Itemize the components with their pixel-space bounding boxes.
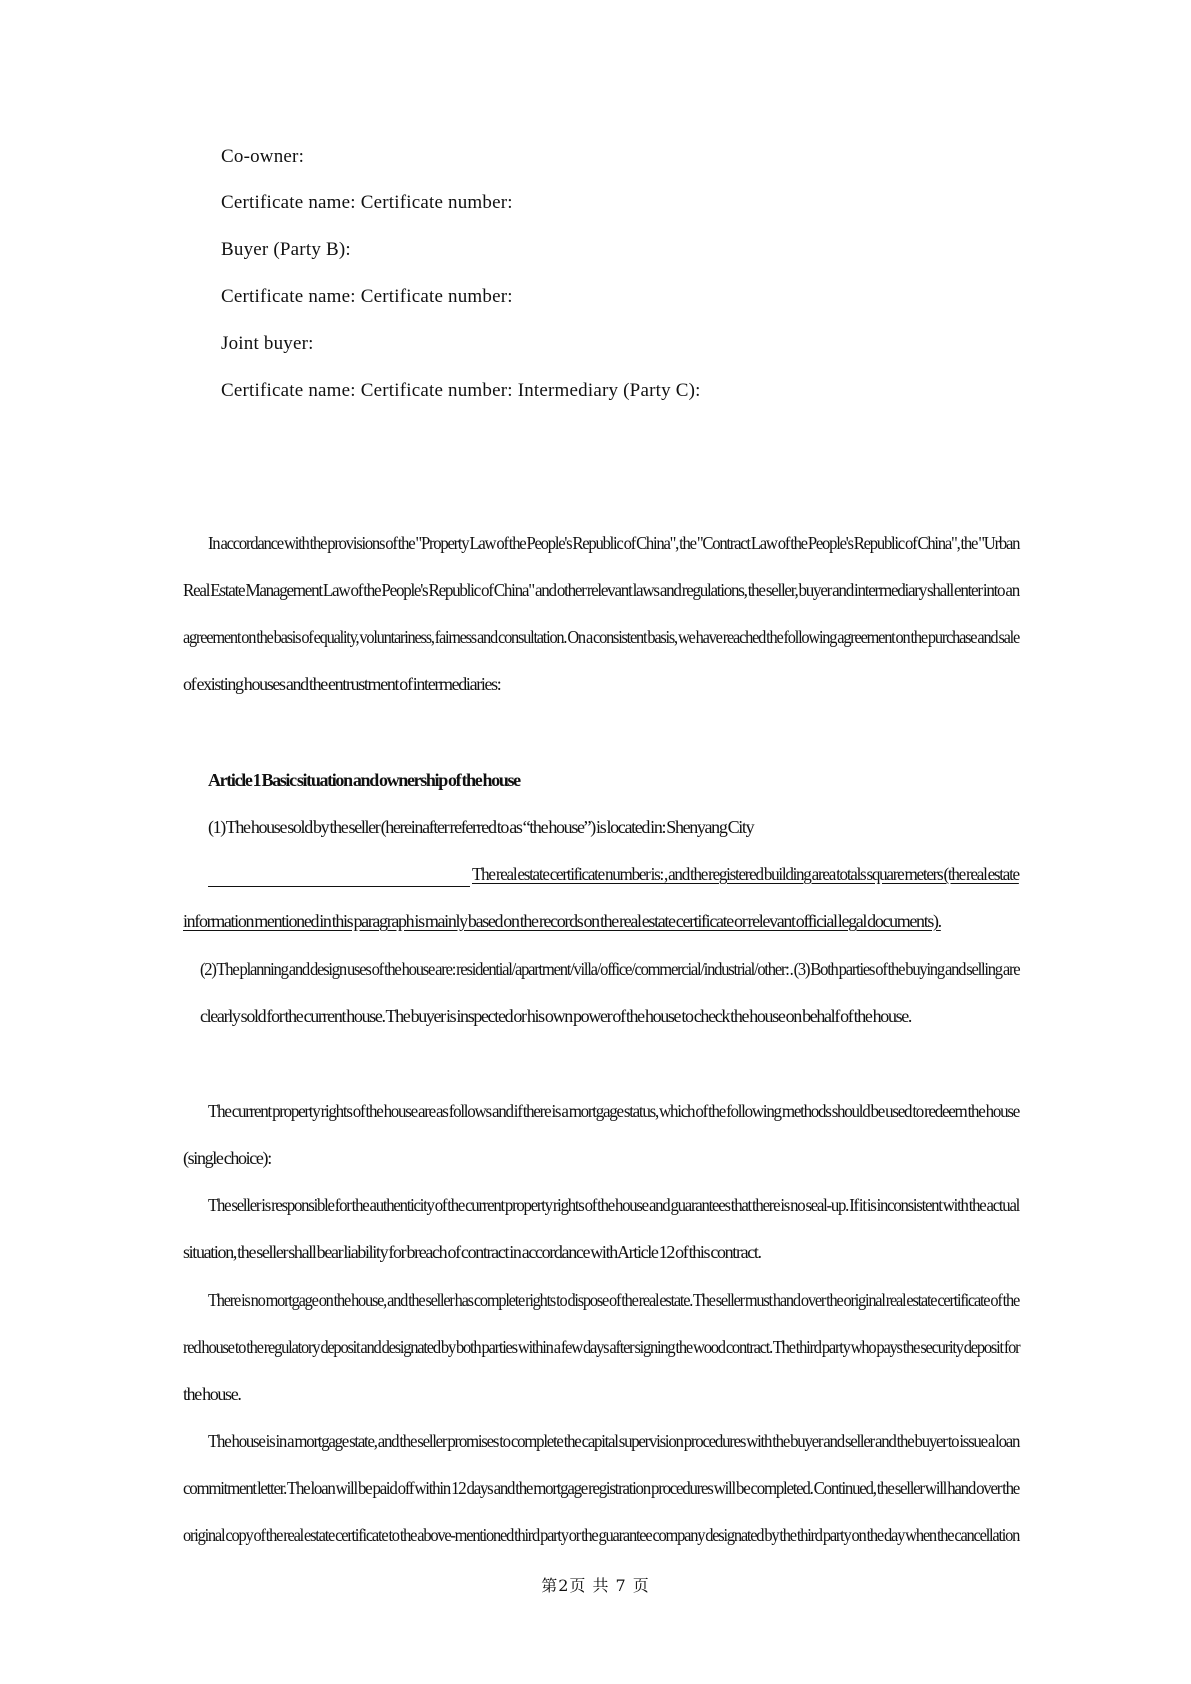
party-line-co-owner: Co-owner:	[221, 146, 305, 167]
property-rights-line: The current property rights of the house are as follows and if there is a mortgage status, which of the following methods should be used to redeem the house	[208, 1101, 1019, 1121]
seller-responsibility-line: situation, the seller shall bear liability for breach of contract in accordance with Article 12 of this contract.	[183, 1242, 761, 1262]
preamble-line: In accordance with the provisions of the "Property Law of the People's Republic of China", the "Contract Law of the People's Republic of China", the "Urban	[208, 533, 1020, 553]
seller-responsibility-line: The seller is responsible for the authenticity of the current property rights of the house and guarantees that there is no seal-up. If it is inconsistent with the actual	[208, 1195, 1020, 1215]
mortgage-line: commitment letter. The loan will be paid off within 12 days and the mortgage registration procedures will be completed. Continued, the seller will hand over the	[183, 1478, 1020, 1498]
property-rights-line: (single choice):	[183, 1148, 271, 1168]
mortgage-line: original copy of the real estate certificate to the above-mentioned third party or the guarantee company designated by the third party on the day when the cancellation	[183, 1525, 1020, 1545]
article-heading: Article 1 Basic situation and ownership of the house	[208, 770, 520, 790]
no-mortgage-line: There is no mortgage on the house, and the seller has complete rights to dispose of the real estate. The seller must hand over the original real estate certificate of the	[208, 1290, 1019, 1310]
preamble-line: Real Estate Management Law of the People's Republic of China" and other relevant laws and regulations, the seller, buyer and intermediary shall enter into an	[183, 580, 1019, 600]
preamble-line: agreement on the basis of equality, voluntariness, fairness and consultation. On a consistent basis, we have reached the following agreement on the purchase and sale	[183, 627, 1020, 647]
no-mortgage-line: red house to the regulatory deposit and designated by both parties within a few days after signing the wood contract. The third party who pays the security deposit for	[183, 1337, 1020, 1357]
article-item-2: (2) The planning and design uses of the house are: residential/apartment/villa/office/commercial/industrial/other: . (3) Both parties of the buying and selling are	[200, 959, 1020, 979]
article-item-1: (1) The house sold by the seller (hereinafter referred to as “the house”) is located in: Shenyang City	[208, 817, 754, 837]
fill-in-underline	[208, 886, 470, 887]
page-number-footer: 第2页 共 7 页	[541, 1576, 650, 1595]
mortgage-line: The house is in a mortgage state, and the seller promises to complete the capital supervision procedures with the buyer and seller and the buyer to issue a loan	[208, 1431, 1020, 1451]
article-item-2: clearly sold for the current house. The buyer is inspected or his own power of the house to check the house on behalf of the house.	[200, 1006, 912, 1026]
party-line-intermediary: Certificate name: Certificate number: Intermediary (Party C):	[221, 380, 701, 401]
article-item-1-underlined: The real estate certificate number is: , and the registered building area totals square meters (the real estate	[472, 864, 1019, 884]
party-line-seller-certificate: Certificate name: Certificate number:	[221, 192, 513, 213]
no-mortgage-line: the house.	[183, 1384, 241, 1404]
preamble-line: of existing houses and the entrustment of intermediaries:	[183, 674, 501, 694]
party-line-joint-buyer: Joint buyer:	[221, 333, 314, 354]
party-line-buyer: Buyer (Party B):	[221, 239, 351, 260]
article-item-1-underlined: information mentioned in this paragraph is mainly based on the records on the real estate certificate or relevant official legal documents).	[183, 911, 941, 931]
party-line-buyer-certificate: Certificate name: Certificate number:	[221, 286, 513, 307]
